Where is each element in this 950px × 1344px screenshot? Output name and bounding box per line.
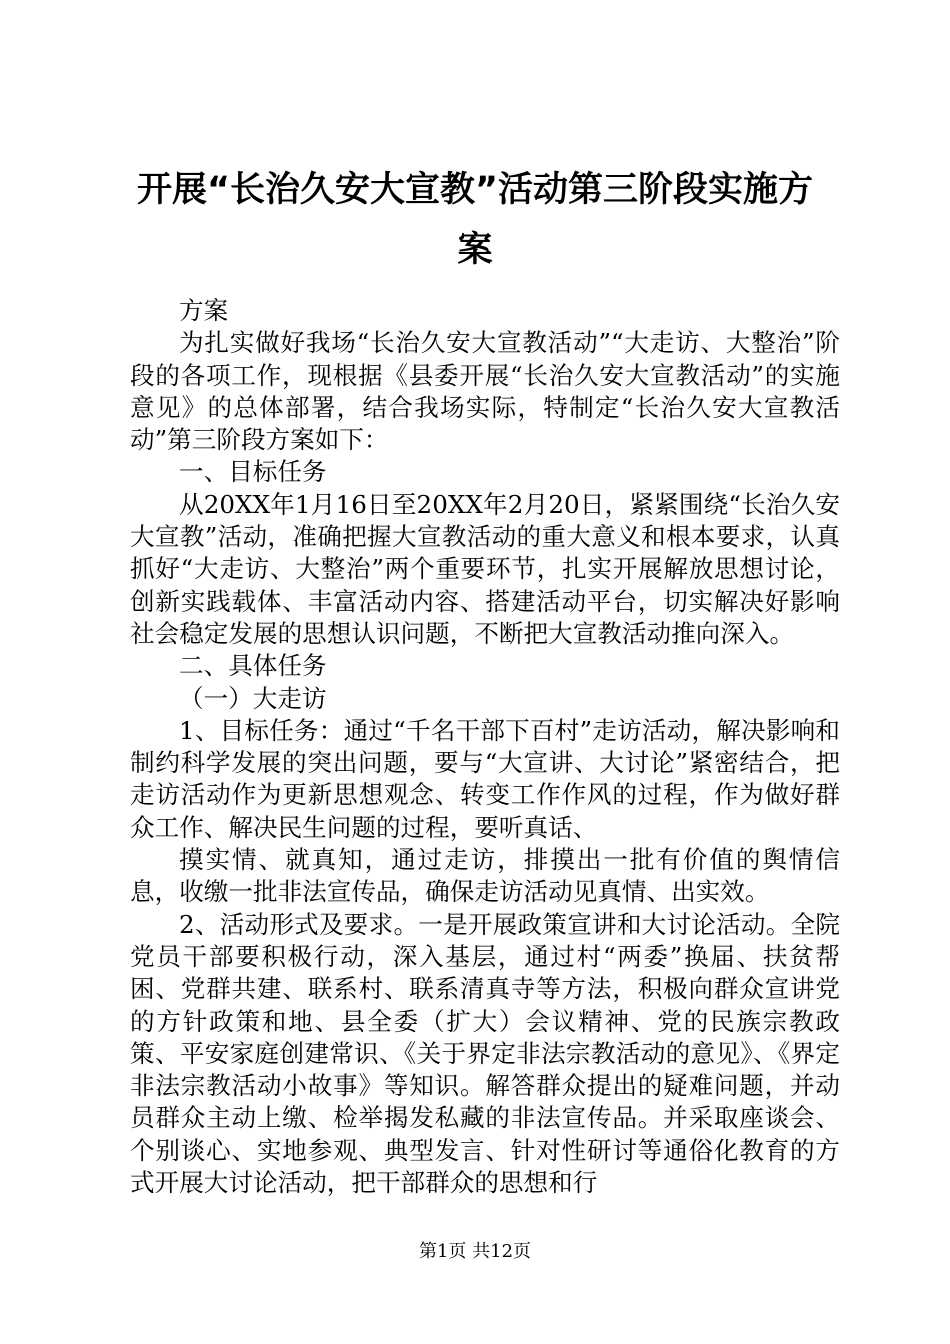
section-heading-goals: 一、目标任务 [179, 457, 327, 487]
section-heading-tasks: 二、具体任务 [179, 651, 327, 681]
paragraph-activity-forms: 2、活动形式及要求。一是开展政策宣讲和大讨论活动。全院党员干部要积极行动，深入基层，通过村“两委”换届、扶贫帮困、党群共建、联系村、联系清真寺等方法，积极向群众宣讲党的方针政策和地、县全委（扩大）会议精神、党的民族宗教政策、平安家庭创建常识、《关于界定非法宗教活动的意见》、《界定非法宗教活动小故事》等知识。解答群众提出的疑难问题，并动员群众主动上缴、检举揭发私藏的非法宣传品。并采取座谈会、个别谈心、实地参观、典型发言、针对性研讨等通俗化教育的方式开展大讨论活动，把干部群众的思想和行 [130, 909, 840, 1198]
paragraph-intro: 为扎实做好我场“长治久安大宣教活动”“大走访、大整治”阶段的各项工作，现根据《县委开展“长治久安大宣教活动”的实施意见》的总体部署，结合我场实际，特制定“长治久安大宣教活动”第三阶段方案如下： [130, 328, 840, 455]
paragraph-visit-goals-cont: 摸实情、就真知，通过走访，排摸出一批有价值的舆情信息，收缴一批非法宣传品，确保走访活动见真情、出实效。 [130, 845, 840, 907]
paragraph-heading-fangan: 方案 [179, 296, 229, 325]
subsection-heading-visits: （一）大走访 [179, 683, 327, 713]
page-number: 第1页 共12页 [418, 1241, 532, 1262]
paragraph-goals: 从20XX年1月16日至20XX年2月20日，紧紧围绕“长治久安大宣教”活动，准确把握大宣教活动的重大意义和根本要求，认真抓好“大走访、大整治”两个重要环节，扎实开展解放思想讨论，创新实践载体、丰富活动内容、搭建活动平台，切实解决好影响社会稳定发展的思想认识问题，不断把大宣教活动推向深入。 [130, 489, 840, 648]
document-body [130, 295, 840, 1199]
document-title: 开展“长治久安大宣教”活动第三阶段实施方案 [136, 170, 813, 270]
paragraph-visit-goals: 1、目标任务：通过“千名干部下百村”走访活动，解决影响和制约科学发展的突出问题，要与“大宣讲、大讨论”紧密结合，把走访活动作为更新思想观念、转变工作作风的过程，作为做好群众工作、解决民生问题的过程，要听真话、 [130, 715, 840, 842]
